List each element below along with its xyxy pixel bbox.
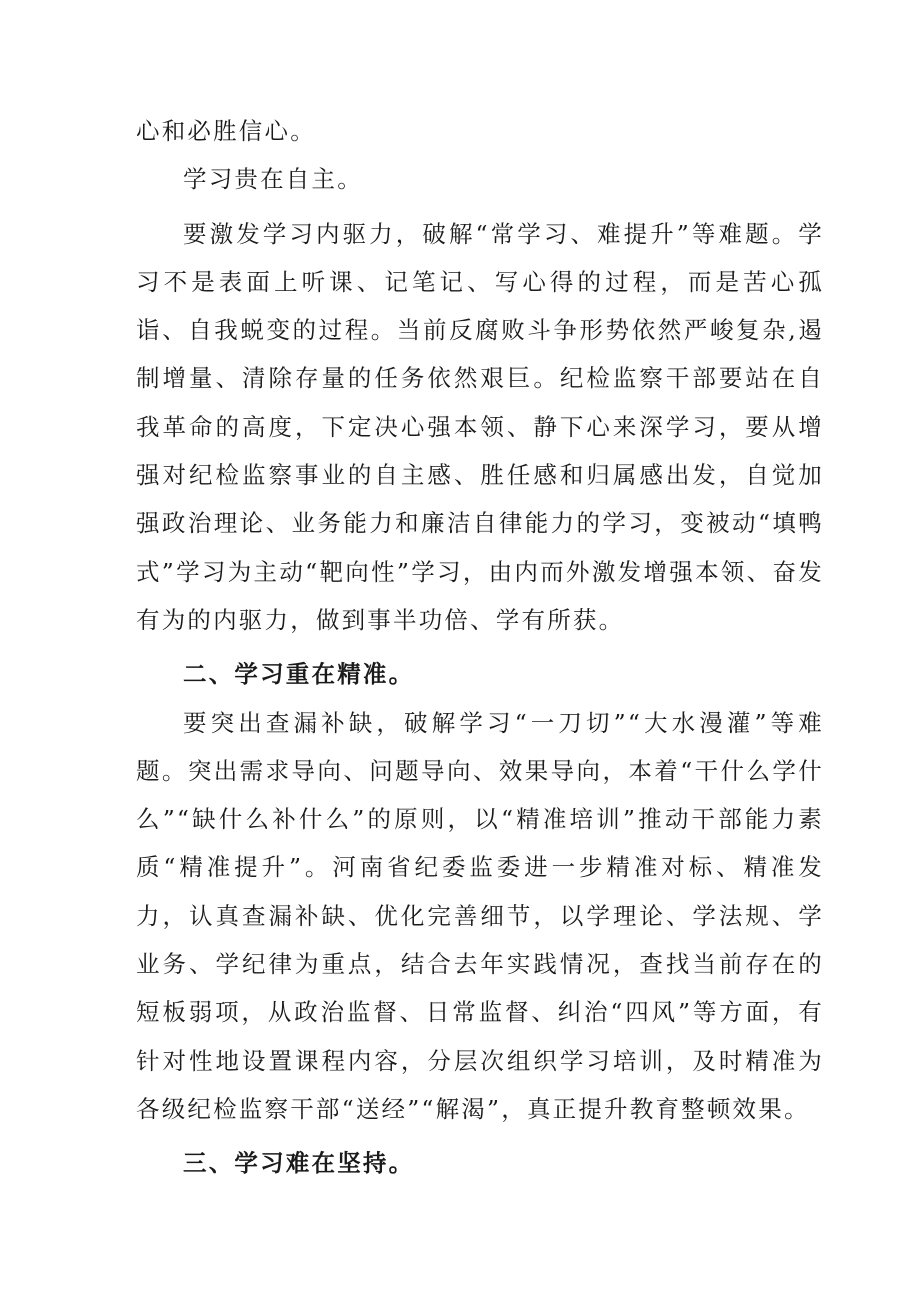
paragraph-self-motivation: 要激发学习内驱力，破解“常学习、难提升”等难题。学习不是表面上听课、记笔记、写心得的过程，而是苦心孤诣、自我蜕变的过程。当前反腐败斗争形势依然严峻复杂,遏制增量、清除存量的任务依然艰巨。纪检监察干部要站在自我革命的高度，下定决心强本领、静下心来深学习，要从增强对纪检监察事业的自主感、胜任感和归属感出发，自觉加强政治理论、业务能力和廉洁自律能力的学习，变被动“填鸭式”学习为主动“靶向性”学习，由内而外激发增强本领、奋发有为的内驱力，做到事半功倍、学有所获。: [136, 219, 824, 634]
continued-sentence: 心和必胜信心。: [136, 117, 316, 145]
paragraph-precision: 要突出查漏补缺，破解学习“一刀切”“大水漫灌”等难题。突出需求导向、问题导向、效果导向，本着“干什么学什么”“缺什么补什么”的原则，以“精准培训”推动干部能力素质“精准提升”。河南省纪委监委进一步精准对标、精准发力，认真查漏补缺、优化完善细节，以学理论、学法规、学业务、学纪律为重点，结合去年实践情况，查找当前存在的短板弱项，从政治监督、日常监督、纠治“四风”等方面，有针对性地设置课程内容，分层次组织学习培训，及时精准为各级纪检监察干部“送经”“解渴”，真正提升教育整顿效果。: [136, 708, 824, 1123]
heading-precision: 二、学习重在精准。: [183, 660, 415, 689]
document-body: [136, 107, 824, 1188]
section-label: 学习贵在自主。: [183, 165, 363, 194]
heading-persistence: 三、学习难在坚持。: [183, 1149, 415, 1178]
